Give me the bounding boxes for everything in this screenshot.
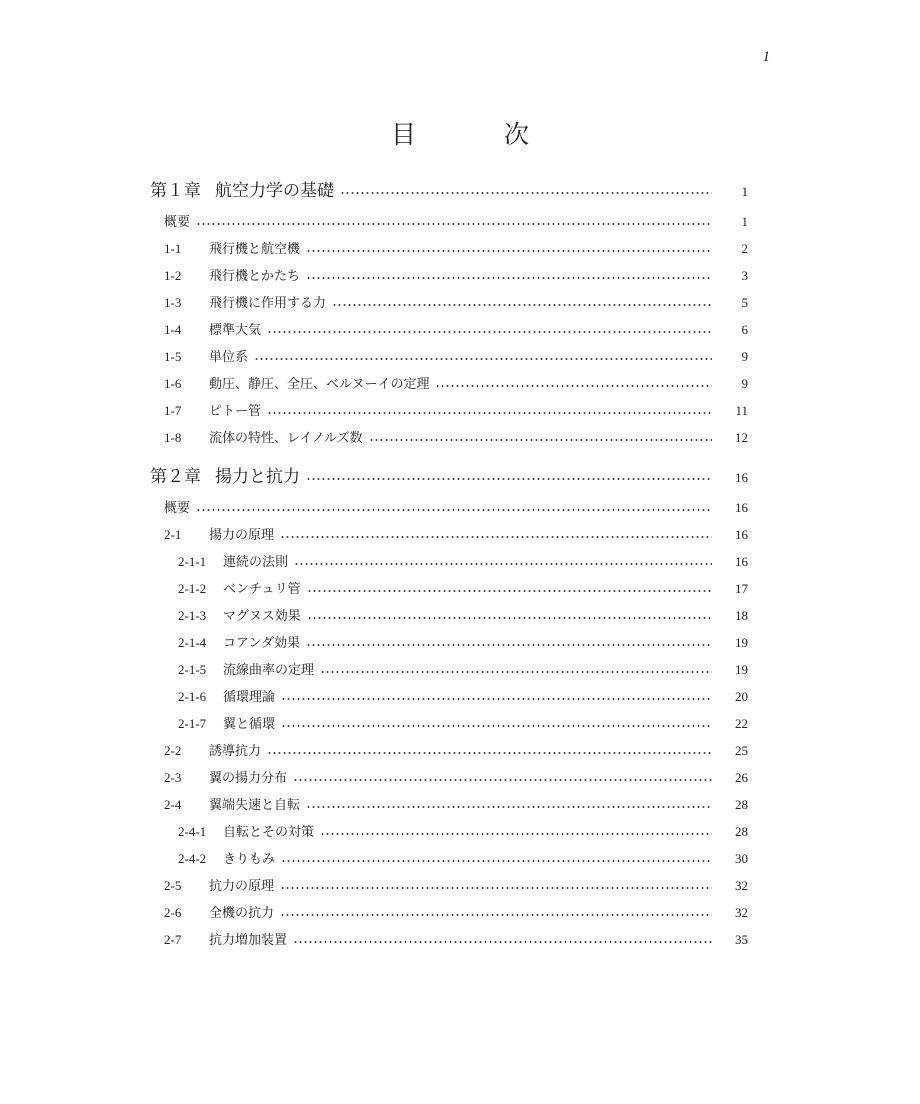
toc-entry-row[interactable] (150, 235, 748, 262)
toc-entry-number: 1-2 (164, 268, 182, 283)
dot-leader (196, 215, 712, 229)
toc-entry-number: 1-7 (164, 403, 182, 418)
toc-entry-page: 32 (735, 878, 748, 893)
dot-leader (306, 269, 712, 283)
toc-entry-number: 1-4 (164, 322, 182, 337)
toc-entry-page: 35 (735, 932, 748, 947)
dot-leader (280, 528, 712, 542)
toc-entry-number: 2-1-7 (178, 716, 207, 731)
dot-leader (369, 431, 712, 445)
toc-entry-page: 11 (735, 403, 748, 418)
toc-entry-number: 1-6 (164, 376, 182, 391)
toc-entry-number: 2-5 (164, 878, 182, 893)
dot-leader (293, 771, 712, 785)
toc-entry-number: 1-8 (164, 430, 182, 445)
toc-entry-number: 1-5 (164, 349, 182, 364)
toc-entry-label: 翼と循環 (223, 717, 276, 732)
toc-entry-row[interactable] (150, 424, 748, 451)
toc-entry-label: 抗力増加装置 (209, 933, 288, 948)
toc-entry-page: 26 (735, 770, 748, 785)
toc-entry-row[interactable] (150, 656, 748, 683)
table-of-contents (150, 174, 748, 953)
dot-leader (254, 350, 712, 364)
toc-entry-page: 19 (735, 635, 748, 650)
toc-entry-number: 2-6 (164, 905, 182, 920)
toc-entry-page: 12 (735, 430, 748, 445)
toc-entry-row[interactable] (150, 737, 748, 764)
toc-entry-page: 20 (735, 689, 748, 704)
toc-entry-page: 28 (735, 797, 748, 812)
toc-entry-number: 2-1-3 (178, 608, 207, 623)
toc-entry-page: 25 (735, 743, 748, 758)
dot-leader (281, 717, 712, 731)
dot-leader (293, 933, 712, 947)
toc-entry-label: 流体の特性、レイノルズ数 (209, 431, 363, 446)
toc-entry-label: 自転とその対策 (223, 825, 315, 840)
dot-leader (320, 663, 712, 677)
toc-entry-label: コアンダ効果 (223, 636, 300, 651)
toc-entry-label: ベンチュリ管 (223, 582, 301, 597)
dot-leader (267, 323, 712, 337)
toc-entry-page: 5 (741, 295, 748, 310)
toc-entry-page: 18 (735, 608, 748, 623)
toc-entry-page: 6 (741, 322, 748, 337)
toc-entry-number: 2-1-6 (178, 689, 207, 704)
toc-entry-page: 2 (741, 241, 748, 256)
toc-entry-number: 2-3 (164, 770, 182, 785)
toc-entry-page: 3 (741, 268, 748, 283)
dot-leader (307, 582, 712, 596)
toc-entry-row[interactable] (150, 764, 748, 791)
toc-entry-page: 9 (741, 349, 748, 364)
toc-entry-page: 17 (735, 581, 748, 596)
toc-entry-row[interactable] (150, 316, 748, 343)
toc-entry-label: 翼端失速と自転 (209, 798, 301, 813)
page-title: 目次 (390, 120, 617, 149)
toc-entry-number: 2-1-1 (178, 554, 207, 569)
toc-entry-label: 抗力の原理 (209, 879, 275, 894)
toc-entry-row[interactable] (150, 548, 748, 575)
dot-leader (281, 852, 712, 866)
toc-entry-label: 揚力の原理 (209, 528, 275, 543)
toc-entry-number: 2-1-5 (178, 662, 207, 677)
toc-entry-row[interactable] (150, 494, 748, 521)
dot-leader (196, 501, 712, 515)
toc-chapter-row[interactable] (150, 460, 748, 494)
dot-leader (435, 377, 712, 391)
toc-entry-number: 2-4-2 (178, 851, 207, 866)
toc-entry-row[interactable] (150, 629, 748, 656)
toc-entry-number: 第２章 (150, 467, 201, 487)
toc-entry-label: 概要 (164, 501, 191, 516)
toc-entry-page: 32 (735, 905, 748, 920)
toc-entry-row[interactable] (150, 899, 748, 926)
toc-entry-row[interactable] (150, 289, 748, 316)
toc-entry-row[interactable] (150, 926, 748, 953)
toc-entry-page: 30 (735, 851, 748, 866)
toc-entry-number: 2-1 (164, 527, 182, 542)
toc-entry-label: 全機の抗力 (209, 906, 275, 921)
toc-entry-label: 概要 (164, 215, 191, 230)
toc-entry-row[interactable] (150, 845, 748, 872)
toc-chapter-row[interactable] (150, 174, 748, 208)
dot-leader (340, 184, 712, 198)
toc-entry-row[interactable] (150, 262, 748, 289)
toc-entry-row[interactable] (150, 521, 748, 548)
toc-entry-label: 標準大気 (209, 323, 262, 338)
dot-leader (332, 296, 712, 310)
toc-entry-row[interactable] (150, 575, 748, 602)
toc-entry-label: 揚力と抗力 (215, 467, 300, 487)
toc-entry-row[interactable] (150, 208, 748, 235)
toc-entry-label: 誘導抗力 (209, 744, 262, 759)
dot-leader (306, 242, 712, 256)
toc-entry-row[interactable] (150, 872, 748, 899)
toc-entry-number: 第１章 (150, 181, 201, 201)
toc-entry-row[interactable] (150, 370, 748, 397)
toc-entry-number: 2-4 (164, 797, 182, 812)
toc-entry-row[interactable] (150, 791, 748, 818)
toc-entry-page: 22 (735, 716, 748, 731)
toc-entry-row[interactable] (150, 602, 748, 629)
toc-entry-page: 1 (741, 184, 748, 199)
dot-leader (267, 744, 712, 758)
dot-leader (281, 690, 712, 704)
toc-entry-label: 循環理論 (223, 690, 276, 705)
toc-entry-page: 16 (735, 500, 748, 515)
dot-leader (306, 798, 712, 812)
toc-entry-label: 動圧、静圧、全圧、ベルヌーイの定理 (209, 377, 430, 392)
toc-entry-number: 1-3 (164, 295, 182, 310)
toc-entry-label: 飛行機とかたち (209, 269, 301, 284)
page-number: 1 (762, 49, 770, 65)
toc-entry-number: 2-1-2 (178, 581, 207, 596)
toc-entry-label: 飛行機と航空機 (209, 242, 301, 257)
toc-entry-number: 2-1-4 (178, 635, 207, 650)
toc-entry-page: 9 (741, 376, 748, 391)
dot-leader (280, 879, 712, 893)
toc-entry-label: 翼の揚力分布 (209, 771, 288, 786)
toc-entry-number: 2-2 (164, 743, 182, 758)
toc-entry-row[interactable] (150, 683, 748, 710)
toc-entry-row[interactable] (150, 397, 748, 424)
toc-entry-page: 16 (735, 527, 748, 542)
dot-leader (306, 636, 712, 650)
toc-entry-label: きりもみ (223, 852, 276, 867)
toc-entry-page: 28 (735, 824, 748, 839)
toc-entry-label: 航空力学の基礎 (215, 181, 334, 201)
toc-entry-row[interactable] (150, 710, 748, 737)
toc-entry-label: ピトー管 (209, 404, 262, 419)
dot-leader (294, 555, 712, 569)
dot-leader (280, 906, 712, 920)
toc-entry-page: 1 (741, 214, 748, 229)
toc-entry-label: 流線曲率の定理 (223, 663, 315, 678)
toc-entry-row[interactable] (150, 343, 748, 370)
toc-entry-number: 1-1 (164, 241, 182, 256)
toc-entry-label: マグヌス効果 (223, 609, 301, 624)
toc-entry-label: 連続の法則 (223, 555, 289, 570)
dot-leader (267, 404, 712, 418)
toc-entry-number: 2-4-1 (178, 824, 207, 839)
toc-entry-number: 2-7 (164, 932, 182, 947)
toc-entry-label: 飛行機に作用する力 (209, 296, 327, 311)
dot-leader (320, 825, 712, 839)
toc-entry-page: 19 (735, 662, 748, 677)
dot-leader (307, 609, 712, 623)
toc-entry-page: 16 (735, 470, 748, 485)
toc-entry-label: 単位系 (209, 350, 249, 365)
toc-entry-row[interactable] (150, 818, 748, 845)
toc-entry-page: 16 (735, 554, 748, 569)
dot-leader (306, 470, 712, 484)
